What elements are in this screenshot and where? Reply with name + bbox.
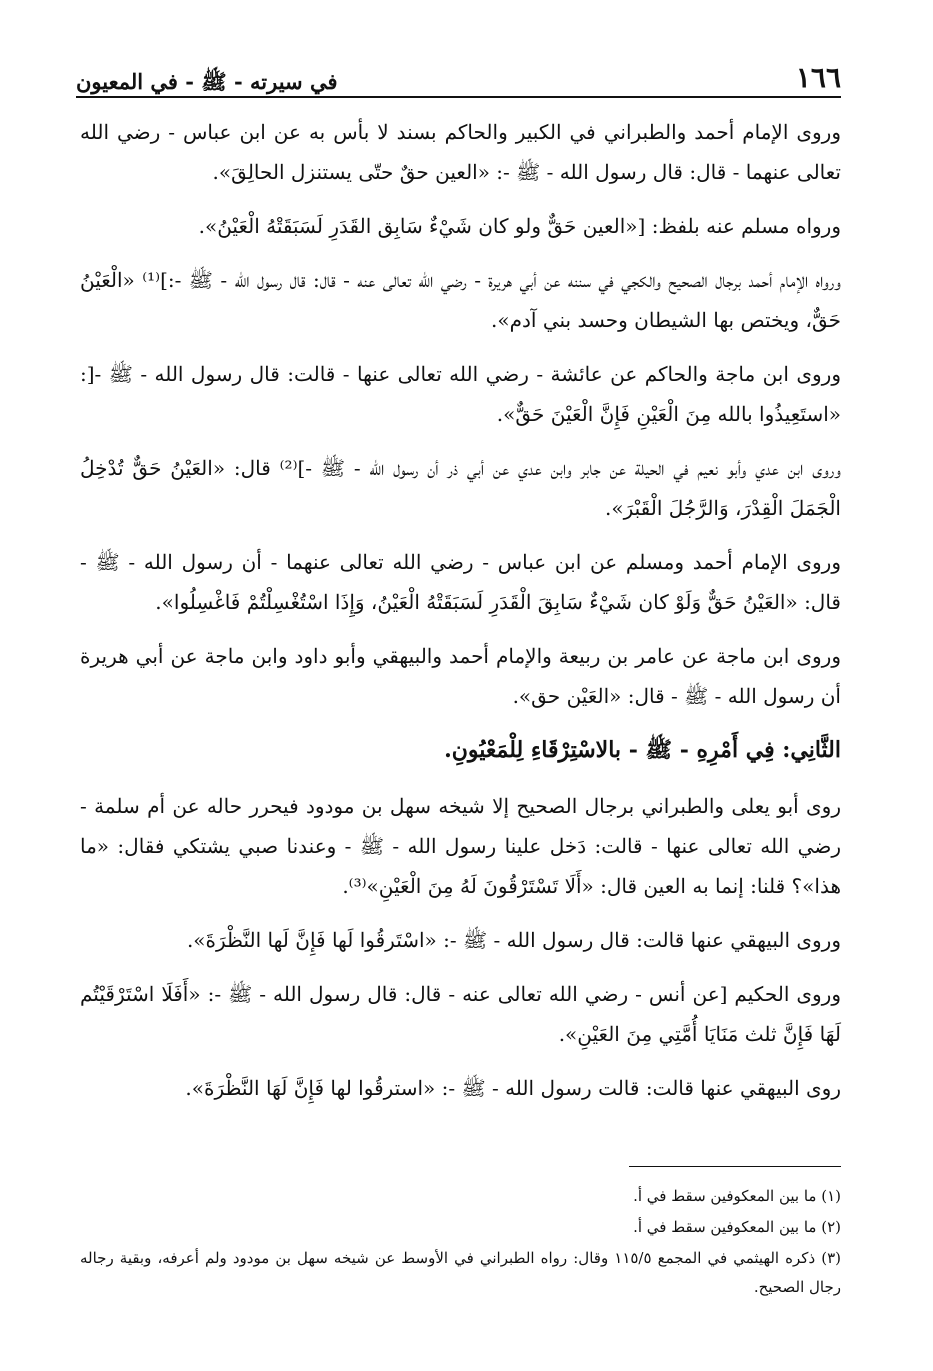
header-rule: [76, 96, 841, 98]
paragraph-6: وروى الإمام أحمد ومسلم عن ابن عباس - رضي الله تعالى عنهما - أن رسول الله - ﷺ - قال: «العَيْنُ حَقٌّ وَلَوْ كان شَيْءٌ سَابِقَ الْقَدَرِ لَسَبَقَتْهُ الْعَيْنُ، وَإِذَا اسْتُغْسِلْتُمْ فَاغْسِلُوا».: [80, 550, 841, 614]
paragraph-9: وروى البيهقي عنها قالت: قال رسول الله - ﷺ -: «اسْتَرقُوا لَها فَإِنَّ لَها النَّظْرَةَ».: [186, 928, 841, 952]
paragraph-8: روى أبو يعلى والطبراني برجال الصحيح إلا شيخه سهل بن مودود فيحرر حاله عن أم سلمة - رضي الله تعالى عنها - قالت: دَخل علينا رسول الله - ﷺ - وعندنا صبي يشتكي فقال: «ما هذا»؟ قلنا: إنما به العين قال: «أَلَا تَسْتَرْقُونَ لَهُ مِنَ الْعَيْنِ»⁽³⁾.: [80, 794, 841, 898]
footnotes: [80, 1182, 841, 1304]
paragraph-1: وروى الإمام أحمد والطبراني في الكبير والحاكم بسند لا بأس به عن ابن عباس - رضي الله تعالى عنهما - قال: قال رسول الله - ﷺ -: «العين حقٌ حتّى يستنزل الحالِقَ».: [80, 120, 841, 184]
section-heading: الثَّانِي: فِي أَمْرِهِ - ﷺ - بالاسْتِرْقَاءِ لِلْمَعْيُونِ.: [444, 737, 841, 763]
paragraph-7: وروى ابن ماجة عن عامر بن ربيعة والإمام أحمد والبيهقي وأبو داود وابن ماجة عن أبي هريرة أن رسول الله - ﷺ - قال: «العَيْن حق».: [80, 644, 841, 708]
footnote-rule: [629, 1166, 841, 1167]
running-title: في سيرته - ﷺ - في المعيون: [76, 69, 338, 94]
footnote-3: (٣) ذكره الهيثمي في المجمع ١١٥/٥ وقال: رواه الطبراني في الأوسط عن شيخه سهل بن مودود ولم أعرفه، وبقية رجاله رجال الصحيح.: [80, 1249, 841, 1296]
paragraph-3: ورواه الإمام أحمد برجال الصحيح والكجي في سننه عن أبي هريرة - رضي الله تعالى عنه - قال: قال رسول الله - ﷺ -:]⁽¹⁾ «الْعَيْنُ حَقٌّ، ويختص بها الشيطان وحسد بني آدم».: [80, 268, 841, 332]
paragraph-4: وروى ابن ماجة والحاكم عن عائشة - رضي الله تعالى عنها - قالت: قال رسول الله - ﷺ -[: «استَعِيذُوا بالله مِنَ الْعَيْنِ فَإِنَّ الْعَيْنَ حَقٌّ».: [80, 362, 841, 426]
main-text: [80, 112, 841, 1122]
footnote-1: (١) ما بين المعكوفين سقط في أ.: [633, 1187, 841, 1205]
paragraph-11: روى البيهقي عنها قالت: قالت رسول الله - ﷺ -: «استرقُوا لها فَإِنَّ لَهَا النَّظْرَةَ».: [185, 1076, 841, 1100]
paragraph-10: وروى الحكيم [عن أنس - رضي الله تعالى عنه - قال: قال رسول الله - ﷺ -: «أَفَلَا اسْتَرْقَيْتُم لَهَا فَإِنَّ ثلث مَنَايَا أُمَّتِي مِنَ العَيْنِ».: [80, 982, 841, 1046]
paragraph-2: ورواه مسلم عنه بلفظ: [«العين حَقٌّ ولو كان شَيْءٌ سَابِق القَدَرِ لَسَبَقَتْهُ الْعَيْنُ».: [198, 214, 841, 238]
paragraph-5: وروى ابن عدي وأبو نعيم في الحيلة عن جابر وابن عدي عن أبي ذر أن رسول الله - ﷺ -]⁽²⁾ قال: «العَيْنُ حَقٌّ تُدْخِلُ الْجَمَلَ الْقِدْرَ، وَالرَّجُلَ الْقَبْرَ».: [80, 456, 841, 520]
page-number: ١٦٦: [795, 61, 841, 94]
footnote-2: (٢) ما بين المعكوفين سقط في أ.: [633, 1218, 841, 1236]
page-header: [76, 52, 841, 92]
